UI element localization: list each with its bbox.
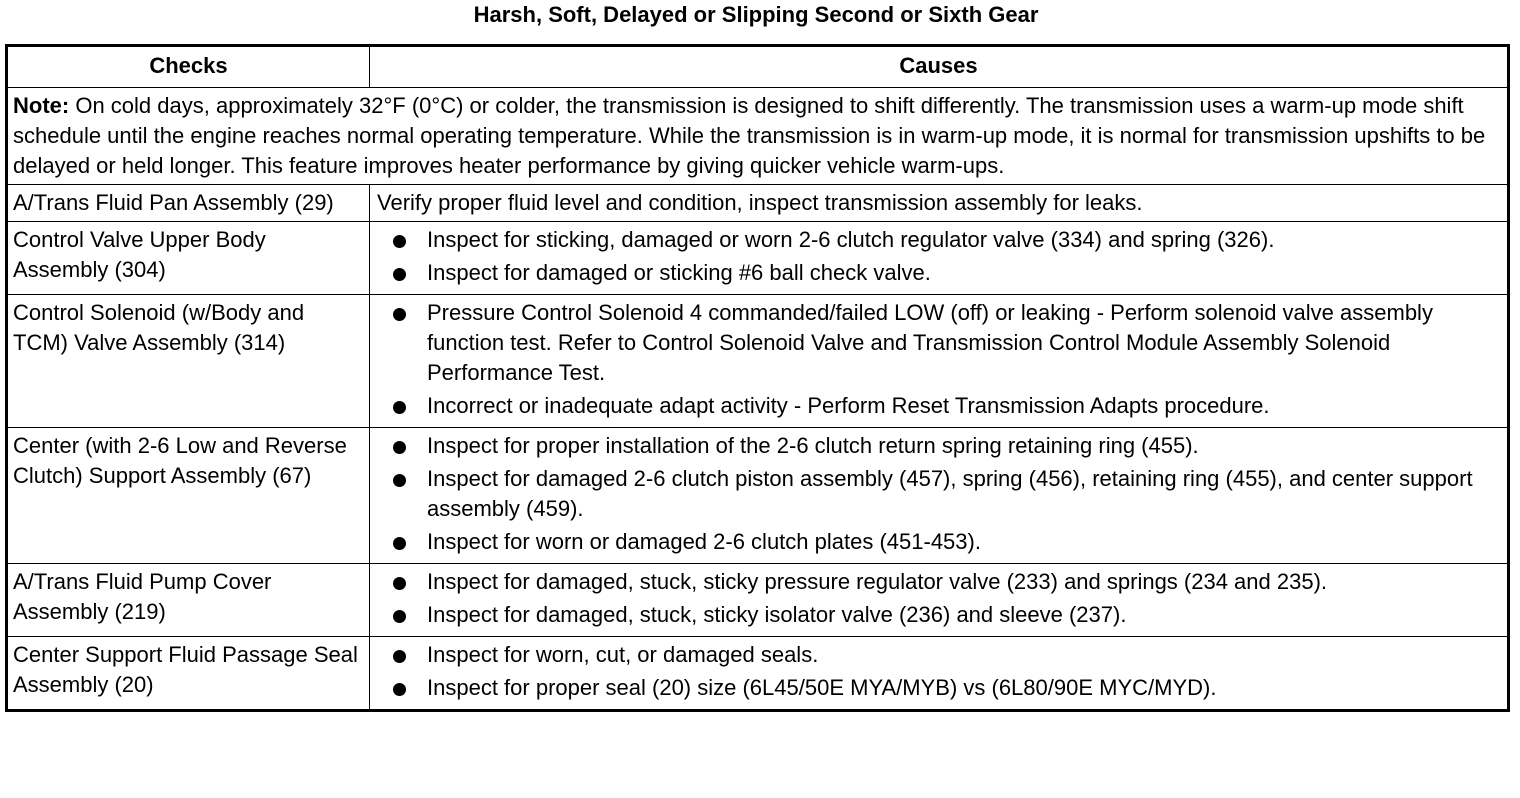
bullet-icon	[393, 650, 406, 663]
bullet-icon	[393, 268, 406, 281]
bullet-icon	[393, 537, 406, 550]
note-row	[7, 88, 1509, 185]
cause-cell	[370, 564, 1509, 637]
bullet-icon	[393, 474, 406, 487]
cause-item	[375, 567, 1502, 597]
causes-header: Causes	[370, 46, 1509, 88]
cause-item	[375, 640, 1502, 670]
table-row	[7, 222, 1509, 295]
note-text: On cold days, approximately 32°F (0°C) or colder, the transmission is designed to shift differently. The transmission uses a warm-up mode shift schedule until the engine reaches normal operating temperature. While the transmission is in warm-up mode, it is normal for transmission upshifts to be delayed or held longer. This feature improves heater performance by giving quicker vehicle warm-ups.	[13, 93, 1486, 178]
cause-item	[375, 298, 1502, 388]
cause-item	[375, 258, 1502, 288]
cause-item-text: Inspect for proper installation of the 2-6 clutch return spring retaining ring (455).	[427, 433, 1199, 458]
cause-item-text: Inspect for worn or damaged 2-6 clutch plates (451-453).	[427, 529, 981, 554]
bullet-icon	[393, 235, 406, 248]
check-cell: Center (with 2-6 Low and Reverse Clutch) Support Assembly (67)	[7, 428, 370, 564]
table-row	[7, 564, 1509, 637]
cause-item-text: Inspect for sticking, damaged or worn 2-6 clutch regulator valve (334) and spring (326).	[427, 227, 1275, 252]
note-label: Note:	[13, 93, 70, 118]
cause-item-text: Pressure Control Solenoid 4 commanded/failed LOW (off) or leaking - Perform solenoid valve assembly function test. Refer to Control Solenoid Valve and Transmission Control Module Assembly Solenoid Performance Test.	[427, 300, 1433, 385]
bullet-icon	[393, 610, 406, 623]
check-cell: Control Valve Upper Body Assembly (304)	[7, 222, 370, 295]
cause-cell	[370, 428, 1509, 564]
cause-item	[375, 464, 1502, 524]
cause-cell	[370, 637, 1509, 711]
bullet-icon	[393, 683, 406, 696]
cause-list	[375, 298, 1502, 421]
cause-item-text: Inspect for worn, cut, or damaged seals.	[427, 642, 819, 667]
table-row	[7, 185, 1509, 222]
cause-cell	[370, 295, 1509, 428]
cause-item-text: Inspect for damaged 2-6 clutch piston assembly (457), spring (456), retaining ring (455), and center support assembly (459).	[427, 466, 1473, 521]
cause-cell	[370, 185, 1509, 222]
cause-item	[375, 600, 1502, 630]
header-row	[7, 46, 1509, 88]
table-row	[7, 637, 1509, 711]
cause-item-text: Incorrect or inadequate adapt activity - Perform Reset Transmission Adapts procedure.	[427, 393, 1270, 418]
bullet-icon	[393, 441, 406, 454]
bullet-icon	[393, 401, 406, 414]
cause-item	[375, 391, 1502, 421]
cause-item	[375, 431, 1502, 461]
check-cell: Center Support Fluid Passage Seal Assembly (20)	[7, 637, 370, 711]
check-cell: A/Trans Fluid Pump Cover Assembly (219)	[7, 564, 370, 637]
cause-item	[375, 527, 1502, 557]
note-cell	[7, 88, 1509, 185]
table-row	[7, 428, 1509, 564]
bullet-icon	[393, 577, 406, 590]
cause-list	[375, 640, 1502, 703]
cause-list	[375, 225, 1502, 288]
cause-item-text: Inspect for proper seal (20) size (6L45/50E MYA/MYB) vs (6L80/90E MYC/MYD).	[427, 675, 1217, 700]
cause-item	[375, 673, 1502, 703]
cause-text: Verify proper fluid level and condition, inspect transmission assembly for leaks.	[377, 190, 1143, 215]
cause-item	[375, 225, 1502, 255]
checks-header: Checks	[7, 46, 370, 88]
cause-item-text: Inspect for damaged, stuck, sticky pressure regulator valve (233) and springs (234 and 235).	[427, 569, 1328, 594]
cause-cell	[370, 222, 1509, 295]
cause-list	[375, 567, 1502, 630]
table-row	[7, 295, 1509, 428]
check-cell: A/Trans Fluid Pan Assembly (29)	[7, 185, 370, 222]
check-cell: Control Solenoid (w/Body and TCM) Valve Assembly (314)	[7, 295, 370, 428]
table-title: Harsh, Soft, Delayed or Slipping Second or Sixth Gear	[473, 2, 1039, 27]
cause-item-text: Inspect for damaged, stuck, sticky isolator valve (236) and sleeve (237).	[427, 602, 1127, 627]
cause-list	[375, 431, 1502, 557]
diagnostic-table	[5, 44, 1510, 712]
bullet-icon	[393, 308, 406, 321]
cause-item-text: Inspect for damaged or sticking #6 ball check valve.	[427, 260, 931, 285]
